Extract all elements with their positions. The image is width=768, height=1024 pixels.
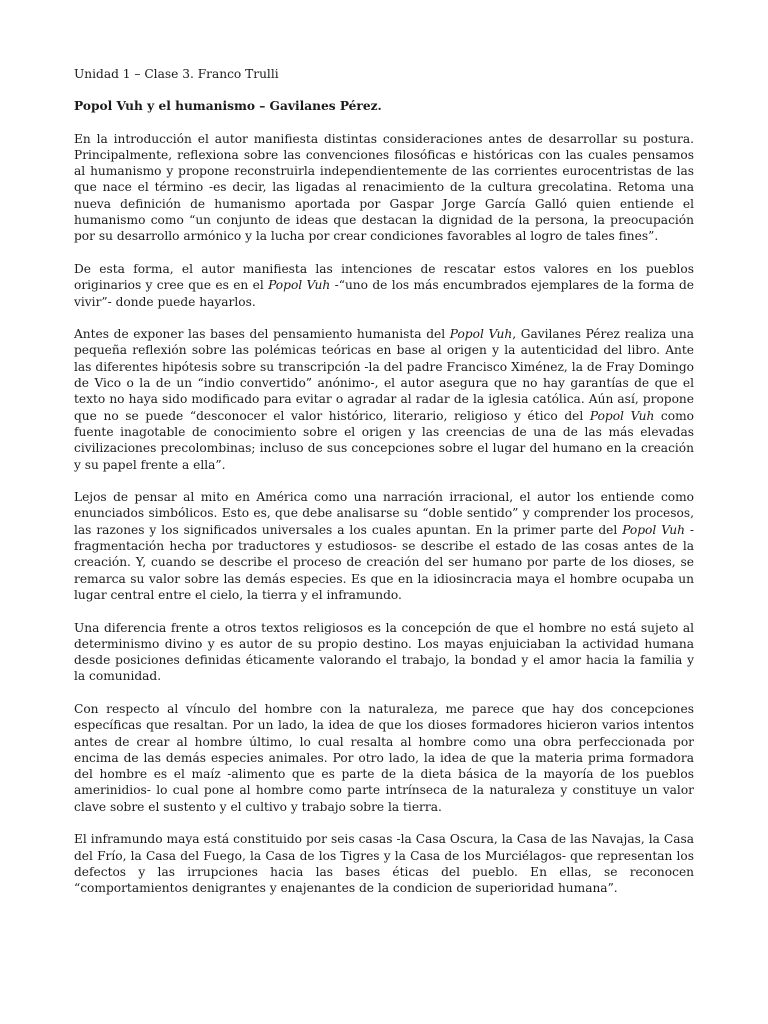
paragraph-text: Antes de exponer las bases del pensamiento humanista del [74, 327, 450, 342]
paragraph-text: como fuente inagotable de conocimiento sobre el origen y las creencias de una de las más elevadas civilizaciones precolombinas; incluso de sus concepciones sobre el lugar del humano en la creación y su papel frente a ella”. [74, 408, 694, 472]
paragraph [74, 489, 694, 603]
paragraph [74, 701, 694, 815]
italic-title: Popol Vuh [449, 327, 513, 342]
paragraph-text: Lejos de pensar al mito en América como una narración irracional, el autor los entiende como enunciados simbólicos. Esto es, que debe analisarse su “doble sentido” y comprender los procesos, las razones y los significados universales a los cuales apuntan. En la primer parte del [74, 490, 694, 537]
paragraph [74, 261, 694, 310]
paragraph [74, 131, 694, 245]
paragraph [74, 831, 694, 896]
paragraph-text: -fragmentación hecha por traductores y estudiosos- se describe el estado de las cosas antes de la creación. Y, cuando se describe el proceso de creación del ser humano por parte de los dioses, se remarca su valor sobre las demás especies. Es que en la idiosincracia maya el hombre ocupaba un lugar central entre el cielo, la tierra y el inframundo. [74, 522, 694, 602]
paragraph [74, 620, 694, 685]
document-header: Unidad 1 – Clase 3. Franco Trulli [74, 67, 279, 81]
document-title: Popol Vuh y el humanismo – Gavilanes Pérez. [74, 99, 382, 114]
paragraph [74, 326, 694, 473]
paragraph-text: Con respecto al vínculo del hombre con la naturaleza, me parece que hay dos concepciones específicas que resaltan. Por un lado, la idea de que los dioses formadores hicieron varios intentos antes de crear al hombre último, lo cual resalta al hombre como una obra perfeccionada por encima de las demás especies animales. Por otro lado, la idea de que la materia prima formadora del hombre es el maíz -alimento que es parte de la dieta básica de la mayoría de los pueblos amerinidios- lo cual pone al hombre como parte intrínseca de la naturaleza y constituye un valor clave sobre el sustento y el cultivo y trabajo sobre la tierra. [74, 701, 694, 814]
paragraph-text: -“uno de los más encumbrados ejemplares de la forma de vivir”- donde puede hayarlos. [74, 278, 694, 309]
paragraph-text: En la introducción el autor manifiesta distintas consideraciones antes de desarrollar su postura. Principalmente, reflexiona sobre las convenciones filosóficas e históricas con las cuales pensamos al humanismo y propone reconstruirla independientemente de las corrientes eurocentristas de las que nace el término -es decir, las ligadas al renacimiento de la cultura grecolatina. Retoma una nueva definición de humanismo aportada por Gaspar Jorge García Galló quien entiende el humanismo como “un conjunto de ideas que destacan la dignidad de la persona, la preocupación por su desarrollo armónico y la lucha por crear condiciones favorables al logro de tales fines”. [74, 131, 694, 244]
paragraph-text: , Gavilanes Pérez realiza una pequeña reflexión sobre las polémicas teóricas en base al origen y la autenticidad del libro. Ante las diferentes hipótesis sobre su transcripción -la del padre Francisco Ximénez, la de Fray Domingo de Vico o la de un “indio convertido” anónimo-, el autor asegura que no hay garantías de que el texto no haya sido modificado para evitar o agradar al radar de la iglesia católica. Aún así, propone que no se puede “desconocer el valor histórico, literario, religioso y ético del [74, 327, 694, 423]
italic-title: Popol Vuh [268, 278, 331, 293]
italic-title: Popol Vuh [589, 408, 655, 423]
paragraph-text: El inframundo maya está constituido por seis casas -la Casa Oscura, la Casa de las Navajas, la Casa del Frío, la Casa del Fuego, la Casa de los Tigres y la Casa de los Murciélagos- que representan los defectos y las irrupciones hacia las bases éticas del pueblo. En ellas, se reconocen “comportamientos denigrantes y enajenantes de la condicion de superioridad humana”. [74, 832, 694, 896]
paragraph-text: De esta forma, el autor manifiesta las intenciones de rescatar estos valores en los pueblos originarios y cree que es en el [74, 261, 694, 293]
document-body [74, 131, 694, 897]
paragraph-text: Una diferencia frente a otros textos religiosos es la concepción de que el hombre no está sujeto al determinismo divino y es autor de su propio destino. Los mayas enjuiciaban la actividad humana desde posiciones definidas éticamente valorando el trabajo, la bondad y el amor hacia la familia y la comunidad. [74, 620, 694, 684]
document-page [74, 66, 694, 913]
italic-title: Popol Vuh [622, 522, 685, 537]
